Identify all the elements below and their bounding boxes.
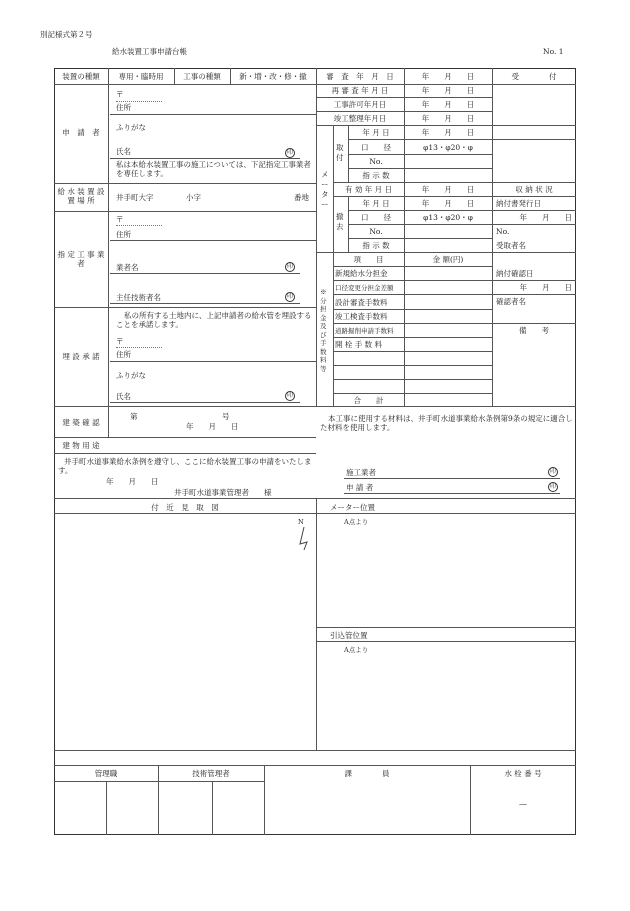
contractor-seal-icon: 印	[286, 263, 293, 270]
remove-bore-label: 口 径	[361, 213, 391, 222]
building-date[interactable]: 年 月 日	[186, 422, 239, 431]
north-label: N	[298, 518, 304, 526]
tap-number-label: 水 栓 番 号	[504, 769, 542, 778]
finish-date[interactable]: 年 月 日	[421, 114, 475, 123]
permit-date[interactable]: 年 月 日	[421, 100, 475, 109]
contractor-engineer[interactable]: 主任技術者名	[116, 293, 161, 302]
fee-row: 開 栓 手 数 料	[335, 340, 383, 349]
fee-total-label: 合 計	[353, 396, 384, 405]
contractor-label: 指 定 工 事 業 者	[57, 250, 120, 268]
paid-date-label: 納付確認日	[496, 269, 534, 278]
remarks-label: 備 考	[519, 326, 549, 335]
materials-applicant-label[interactable]: 申 請 者	[346, 483, 374, 492]
page-number: No. 1	[543, 47, 564, 56]
install-town[interactable]: 井手町大字	[116, 193, 154, 202]
meter-side-label: メーター	[321, 170, 329, 209]
burial-label: 埋 設 承 諾	[62, 352, 100, 361]
fee-item-header: 項 目	[353, 255, 384, 264]
meter-remove-label: 撤去	[336, 212, 344, 231]
applicant-postal[interactable]: 〒	[116, 90, 124, 99]
fee-amount-header: 金 額(円)	[432, 255, 464, 264]
building-go: 号	[222, 412, 230, 421]
builder-label[interactable]: 施工業者	[346, 468, 376, 477]
application-text: 井手町水道事業給水条例を遵守し、ここに給水装置工事の申請をいたします。	[58, 457, 312, 475]
work-options[interactable]: 新・増・改・修・撤	[239, 72, 307, 81]
remove-reading-label: 指 示 数	[362, 241, 390, 250]
equipment-options[interactable]: 専用・臨時用	[118, 72, 164, 81]
building-confirm-label: 建 築 確 認	[62, 418, 100, 427]
burial-name[interactable]: 氏名	[116, 392, 131, 401]
burial-seal-icon: 印	[286, 392, 293, 399]
north-arrow-icon	[295, 526, 313, 552]
builder-seal-icon: 印	[549, 468, 556, 475]
form-title: 給水装置工事申請台帳	[112, 47, 187, 56]
collection-status-label: 収 納 状 況	[515, 185, 553, 194]
burial-text: 私の所有する土地内に、上記申請者の給水管を埋設することを承諾します。	[116, 311, 312, 329]
install-reading-label: 指 示 数	[362, 171, 390, 180]
contractor-company[interactable]: 業者名	[116, 263, 139, 272]
review-date[interactable]: 年 月 日	[421, 72, 475, 81]
applicant-label: 申 請 者	[62, 128, 100, 137]
install-date-label: 年 月 日	[362, 128, 390, 137]
paid-date[interactable]: 年 月 日	[519, 283, 572, 292]
collection-no-label: No.	[496, 227, 510, 236]
tap-number-value[interactable]: ―	[519, 799, 527, 808]
finish-date-label: 竣工整理年月日	[333, 114, 387, 123]
section-staff-label: 課 員	[344, 769, 390, 778]
fee-row: 口径変更分担金差額	[335, 284, 394, 292]
bill-date[interactable]: 年 月 日	[519, 213, 572, 222]
confirmer-label: 確認者名	[496, 297, 526, 306]
remove-date[interactable]: 年 月 日	[421, 199, 475, 208]
contractor-postal[interactable]: 〒	[116, 215, 124, 224]
meter-position-a-point[interactable]: A点より	[344, 518, 369, 526]
manager-label: 管理職	[94, 769, 118, 778]
fee-side-label: ※分担金及び手数料等	[320, 288, 327, 373]
re-review-date[interactable]: 年 月 日	[421, 86, 475, 95]
install-banchi[interactable]: 番地	[294, 193, 309, 202]
applicant-address[interactable]: 住所	[116, 103, 131, 112]
map-label: 付 近 見 取 図	[151, 503, 219, 512]
delegate-text: 私は本給水装置工事の施工については、下記指定工事業者を専任します。	[116, 160, 311, 178]
valid-date[interactable]: 年 月 日	[421, 185, 475, 194]
work-type-label: 工事の種類	[183, 72, 221, 81]
install-place-label: 給 水 装 置 設 置 場 所	[57, 187, 105, 205]
burial-furigana[interactable]: ふりがな	[116, 371, 146, 380]
fee-row: 竣工検査手数料	[335, 312, 388, 321]
install-no-label: No.	[369, 157, 383, 166]
application-date[interactable]: 年 月 日	[106, 477, 159, 486]
burial-postal[interactable]: 〒	[116, 337, 124, 346]
building-dai: 第	[130, 412, 138, 421]
materials-text: 本工事に使用する材料は、井手町水道事業給水条例第9条の規定に適合した材料を使用します。	[320, 414, 573, 432]
applicant-furigana[interactable]: ふりがな	[116, 123, 146, 132]
application-addressee: 井手町水道事業管理者 様	[174, 488, 272, 497]
install-bore[interactable]: φ13・φ20・φ	[423, 143, 473, 152]
review-date-label: 審 査 年 月 日	[326, 72, 394, 81]
fee-row: 設計審査手数料	[335, 298, 388, 307]
install-date[interactable]: 年 月 日	[421, 128, 475, 137]
permit-date-label: 工事許可年月日	[333, 100, 387, 109]
remove-bore[interactable]: φ13・φ20・φ	[423, 213, 473, 222]
fee-row: 新規給水分担金	[335, 269, 388, 278]
building-use-label: 建 物 用 途	[62, 441, 100, 450]
applicant-name[interactable]: 氏名	[116, 147, 131, 156]
meter-install-label: 取付	[336, 143, 344, 162]
install-aza[interactable]: 小字	[186, 193, 201, 202]
contractor-address[interactable]: 住所	[116, 230, 131, 239]
pipe-position-label: 引込管位置	[330, 631, 368, 640]
re-review-date-label: 再 審 査 年 月 日	[331, 86, 389, 95]
pipe-position-a-point[interactable]: A点より	[344, 646, 369, 654]
receiver-label: 受取者名	[496, 241, 526, 250]
tech-manager-label: 技術管理者	[192, 769, 230, 778]
burial-address[interactable]: 住所	[116, 350, 131, 359]
meter-position-label: メーター位置	[330, 503, 375, 512]
form-number: 別記様式第２号	[40, 30, 93, 39]
bill-date-label: 納付書発行日	[496, 199, 541, 208]
valid-date-label: 有 効 年 月 日	[344, 185, 393, 194]
equipment-type-label: 装置の種類	[62, 72, 100, 81]
received-label: 受 付	[511, 72, 557, 81]
applicant-seal-icon: 印	[286, 149, 293, 156]
engineer-seal-icon: 印	[286, 293, 293, 300]
fee-row: 道路掘削申請手数料	[335, 327, 394, 335]
materials-applicant-seal-icon: 印	[549, 483, 556, 490]
remove-no-label: No.	[369, 227, 383, 236]
install-bore-label: 口 径	[361, 143, 391, 152]
remove-date-label: 年 月 日	[362, 199, 390, 208]
